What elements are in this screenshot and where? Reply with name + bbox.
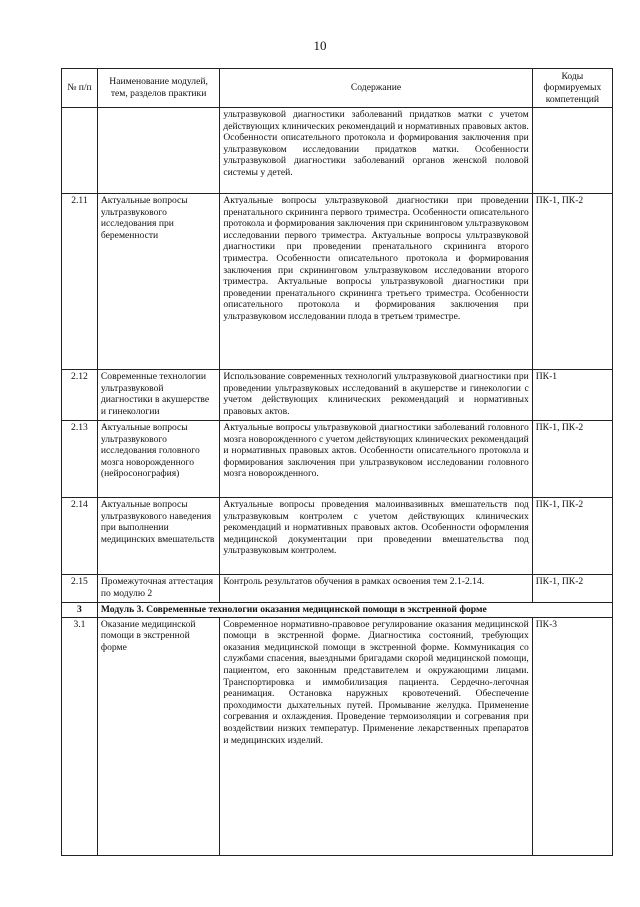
row-name: Промежуточная аттестация по модулю 2 bbox=[97, 575, 219, 603]
row-num: 2.15 bbox=[62, 575, 98, 603]
row-content: Актуальные вопросы ультразвуковой диагностики заболеваний головного мозга новорожденного с учетом действующих клинических рекомендаций и нормативных правовых актов. Особенности описательного протокола и формирования заключения при ультразвуковом исследовании головного мозга новорожденного. bbox=[220, 421, 532, 498]
row-codes: ПК-1, ПК-2 bbox=[532, 498, 612, 575]
row-content: Контроль результатов обучения в рамках освоения тем 2.1-2.14. bbox=[220, 575, 532, 603]
row-num: 2.13 bbox=[62, 421, 98, 498]
header-name: Наименование модулей, тем, разделов практики bbox=[97, 69, 219, 108]
row-codes: ПК-1, ПК-2 bbox=[532, 421, 612, 498]
page-number: 10 bbox=[313, 38, 327, 53]
row-num: 3.1 bbox=[62, 617, 98, 855]
module-title: Модуль 3. Современные технологии оказания медицинской помощи в экстренной форме bbox=[97, 603, 612, 618]
row-codes bbox=[532, 108, 612, 194]
header-content: Содержание bbox=[220, 69, 532, 108]
row-codes: ПК-1, ПК-2 bbox=[532, 575, 612, 603]
row-codes: ПК-1 bbox=[532, 370, 612, 421]
row-name bbox=[97, 108, 219, 194]
table-row bbox=[62, 108, 613, 194]
row-content: Современное нормативно-правовое регулирование оказания медицинской помощи в экстренной форме. Диагностика состояний, требующих оказания медицинской помощи в экстренной форме. Коммуникация со службами спасения, выездными бригадами скорой медицинской помощи, пациентом, его законным представителем и окружающими лицами. Транспортировка и иммобилизация пациента. Сердечно-легочная реанимация. Остановка наружных кровотечений. Обеспечение проходимости дыхательных путей. Промывание желудка. Применение согревания и охлаждения. Проведение термоизоляции и согревания при воздействии низких температур. Применение лекарственных препаратов и медицинских изделий. bbox=[220, 617, 532, 855]
row-codes: ПК-3 bbox=[532, 617, 612, 855]
row-content: ультразвуковой диагностики заболеваний придатков матки с учетом действующих клинических рекомендаций и нормативных правовых актов. Особенности описательного протокола и формирования заключения при ультразвуковом исследовании придатков матки. Особенности ультразвуковой диагностики заболеваний органов женской половой системы у детей. bbox=[220, 108, 532, 194]
table-row bbox=[62, 498, 613, 575]
table-row bbox=[62, 575, 613, 603]
row-name: Актуальные вопросы ультразвукового наведения при выполнении медицинских вмешательств bbox=[97, 498, 219, 575]
row-content: Использование современных технологий ультразвуковой диагностики при проведении ультразвуковых исследований в акушерстве и гинекологии с учетом действующих клинических рекомендаций и нормативных правовых актов. bbox=[220, 370, 532, 421]
module-row bbox=[62, 603, 613, 618]
row-num: 2.14 bbox=[62, 498, 98, 575]
row-num bbox=[62, 108, 98, 194]
row-content: Актуальные вопросы проведения малоинвазивных вмешательств под ультразвуковым контролем с учетом действующих клинических рекомендаций и нормативных правовых актов. Особенности оформления медицинской документации при проведении вмешательства под ультразвуковым контролем. bbox=[220, 498, 532, 575]
table-row bbox=[62, 370, 613, 421]
row-name: Актуальные вопросы ультразвукового исследования головного мозга новорожденного (нейросонография) bbox=[97, 421, 219, 498]
header-codes: Коды формируемых компетенций bbox=[532, 69, 612, 108]
row-num: 2.11 bbox=[62, 194, 98, 370]
row-name: Оказание медицинской помощи в экстренной форме bbox=[97, 617, 219, 855]
header-num: № п/п bbox=[62, 69, 98, 108]
table-row bbox=[62, 194, 613, 370]
row-num: 2.12 bbox=[62, 370, 98, 421]
row-codes: ПК-1, ПК-2 bbox=[532, 194, 612, 370]
module-num: 3 bbox=[62, 603, 98, 618]
table-header-row bbox=[62, 69, 613, 108]
row-content: Актуальные вопросы ультразвуковой диагностики при проведении пренатального скрининга первого триместра. Особенности описательного протокола и формирования заключения при скрининговом ультразвуковом исследовании первого триместра. Актуальные вопросы ультразвуковой диагностики при проведении пренатального скрининга второго триместра. Особенности описательного протокола и формирования заключения при скрининговом ультразвуковом исследовании второго триместра. Актуальные вопросы ультразвуковой диагностики при проведении пренатального скрининга третьего триместра. Особенности описательного протокола и формирования заключения при ультразвуковом исследовании плода в третьем триместре. bbox=[220, 194, 532, 370]
curriculum-table bbox=[61, 68, 613, 856]
table-row bbox=[62, 421, 613, 498]
row-name: Современные технологии ультразвуковой диагностики в акушерстве и гинекологии bbox=[97, 370, 219, 421]
table-row bbox=[62, 617, 613, 855]
row-name: Актуальные вопросы ультразвукового исследования при беременности bbox=[97, 194, 219, 370]
